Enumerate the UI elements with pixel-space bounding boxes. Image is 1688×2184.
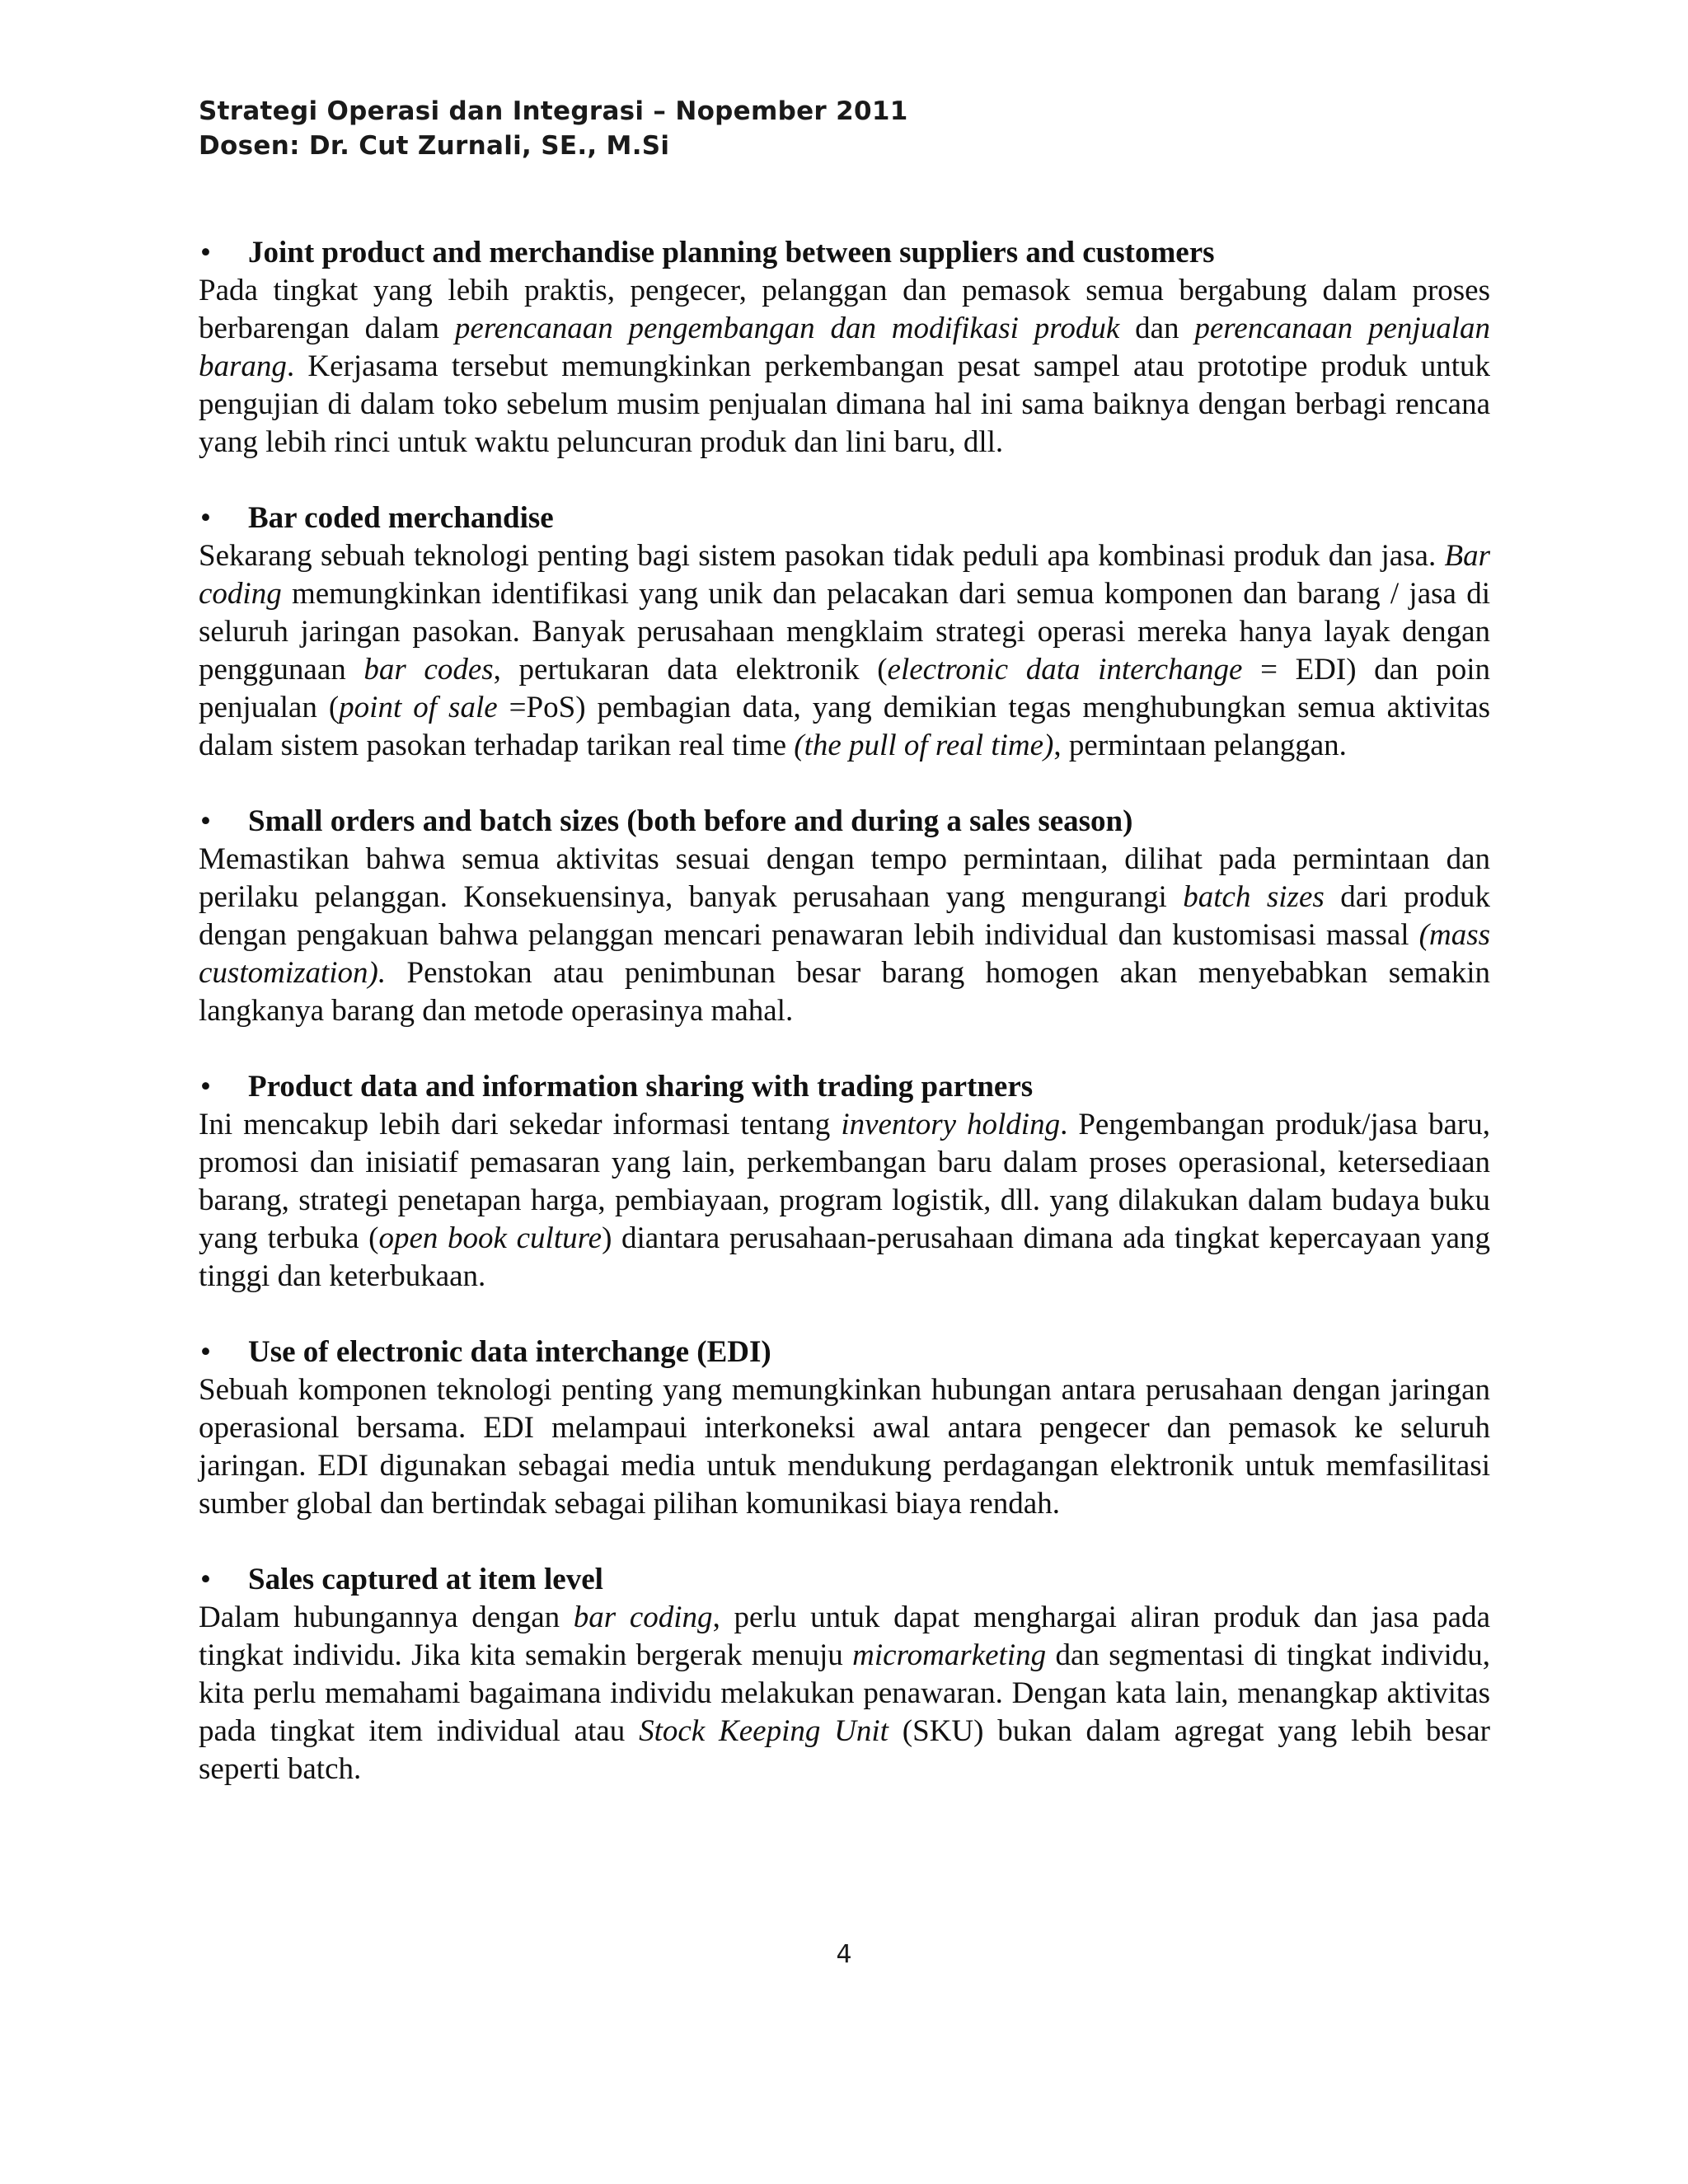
header-lecturer: Dosen: Dr. Cut Zurnali, SE., M.Si bbox=[199, 131, 670, 161]
bullet-icon: • bbox=[200, 1563, 211, 1596]
bullet-icon: • bbox=[200, 501, 211, 535]
page-header bbox=[199, 94, 908, 163]
section-heading: • Sales captured at item level bbox=[199, 1561, 1490, 1599]
section-joint-planning bbox=[199, 234, 1490, 462]
section-heading: • Use of electronic data interchange (EDI) bbox=[199, 1333, 1490, 1371]
bullet-icon: • bbox=[200, 804, 211, 838]
section-heading: • Small orders and batch sizes (both before and during a sales season) bbox=[199, 803, 1490, 841]
header-course-title: Strategi Operasi dan Integrasi – Nopember 2011 bbox=[199, 96, 908, 126]
section-paragraph: Dalam hubungannya dengan bar coding, perlu untuk dapat menghargai aliran produk dan jasa pada tingkat individu. Jika kita semakin bergerak menuju micromarketing dan segmentasi di tingkat individu, kita perlu memahami bagaimana individu melakukan penawaran. Dengan kata lain, menangkap aktivitas pada tingkat item individual atau Stock Keeping Unit (SKU) bukan dalam agregat yang lebih besar seperti batch. bbox=[199, 1601, 1490, 1786]
document-body bbox=[199, 234, 1490, 1826]
section-bar-coded bbox=[199, 499, 1490, 765]
bullet-icon: • bbox=[200, 1335, 211, 1369]
section-paragraph: Memastikan bahwa semua aktivitas sesuai dengan tempo permintaan, dilihat pada permintaan dan perilaku pelanggan. Konsekuensinya, banyak perusahaan yang mengurangi batch sizes dari produk dengan pengakuan bahwa pelanggan mencari penawaran lebih individual dan kustomisasi massal (mass customization). Penstokan atau penimbunan besar barang homogen akan menyebabkan semakin langkanya barang dan metode operasinya mahal. bbox=[199, 842, 1490, 1028]
section-product-data bbox=[199, 1068, 1490, 1296]
bullet-icon: • bbox=[200, 1070, 211, 1104]
section-paragraph: Sebuah komponen teknologi penting yang memungkinkan hubungan antara perusahaan dengan jaringan operasional bersama. EDI melampaui interkoneksi awal antara pengecer dan pemasok ke seluruh jaringan. EDI digunakan sebagai media untuk mendukung perdagangan elektronik untuk memfasilitasi sumber global dan bertindak sebagai pilihan komunikasi biaya rendah. bbox=[199, 1373, 1490, 1521]
section-heading: • Joint product and merchandise planning between suppliers and customers bbox=[199, 234, 1490, 272]
page-number: 4 bbox=[836, 1940, 852, 1969]
section-small-orders bbox=[199, 803, 1490, 1030]
section-sales-item-level bbox=[199, 1561, 1490, 1788]
section-heading: • Product data and information sharing with trading partners bbox=[199, 1068, 1490, 1106]
section-edi bbox=[199, 1333, 1490, 1523]
section-heading: • Bar coded merchandise bbox=[199, 499, 1490, 537]
bullet-icon: • bbox=[200, 236, 211, 269]
section-paragraph: Sekarang sebuah teknologi penting bagi sistem pasokan tidak peduli apa kombinasi produk dan jasa. Bar coding memungkinkan identifikasi yang unik dan pelacakan dari semua komponen dan barang / jasa di seluruh jaringan pasokan. Banyak perusahaan mengklaim strategi operasi mereka hanya layak dengan penggunaan bar codes, pertukaran data elektronik (electronic data interchange = EDI) dan poin penjualan (point of sale =PoS) pembagian data, yang demikian tegas menghubungkan semua aktivitas dalam sistem pasokan terhadap tarikan real time (the pull of real time), permintaan pelanggan. bbox=[199, 539, 1490, 762]
section-paragraph: Ini mencakup lebih dari sekedar informasi tentang inventory holding. Pengembangan produk/jasa baru, promosi dan inisiatif pemasaran yang lain, perkembangan baru dalam proses operasional, ketersediaan barang, strategi penetapan harga, pembiayaan, program logistik, dll. yang dilakukan dalam budaya buku yang terbuka (open book culture) diantara perusahaan-perusahaan dimana ada tingkat kepercayaan yang tinggi dan keterbukaan. bbox=[199, 1108, 1490, 1293]
section-paragraph: Pada tingkat yang lebih praktis, pengecer, pelanggan dan pemasok semua bergabung dalam proses berbarengan dalam perencanaan pengembangan dan modifikasi produk dan perencanaan penjualan barang. Kerjasama tersebut memungkinkan perkembangan pesat sampel atau prototipe produk untuk pengujian di dalam toko sebelum musim penjualan dimana hal ini sama baiknya dengan berbagi rencana yang lebih rinci untuk waktu peluncuran produk dan lini baru, dll. bbox=[199, 274, 1490, 459]
